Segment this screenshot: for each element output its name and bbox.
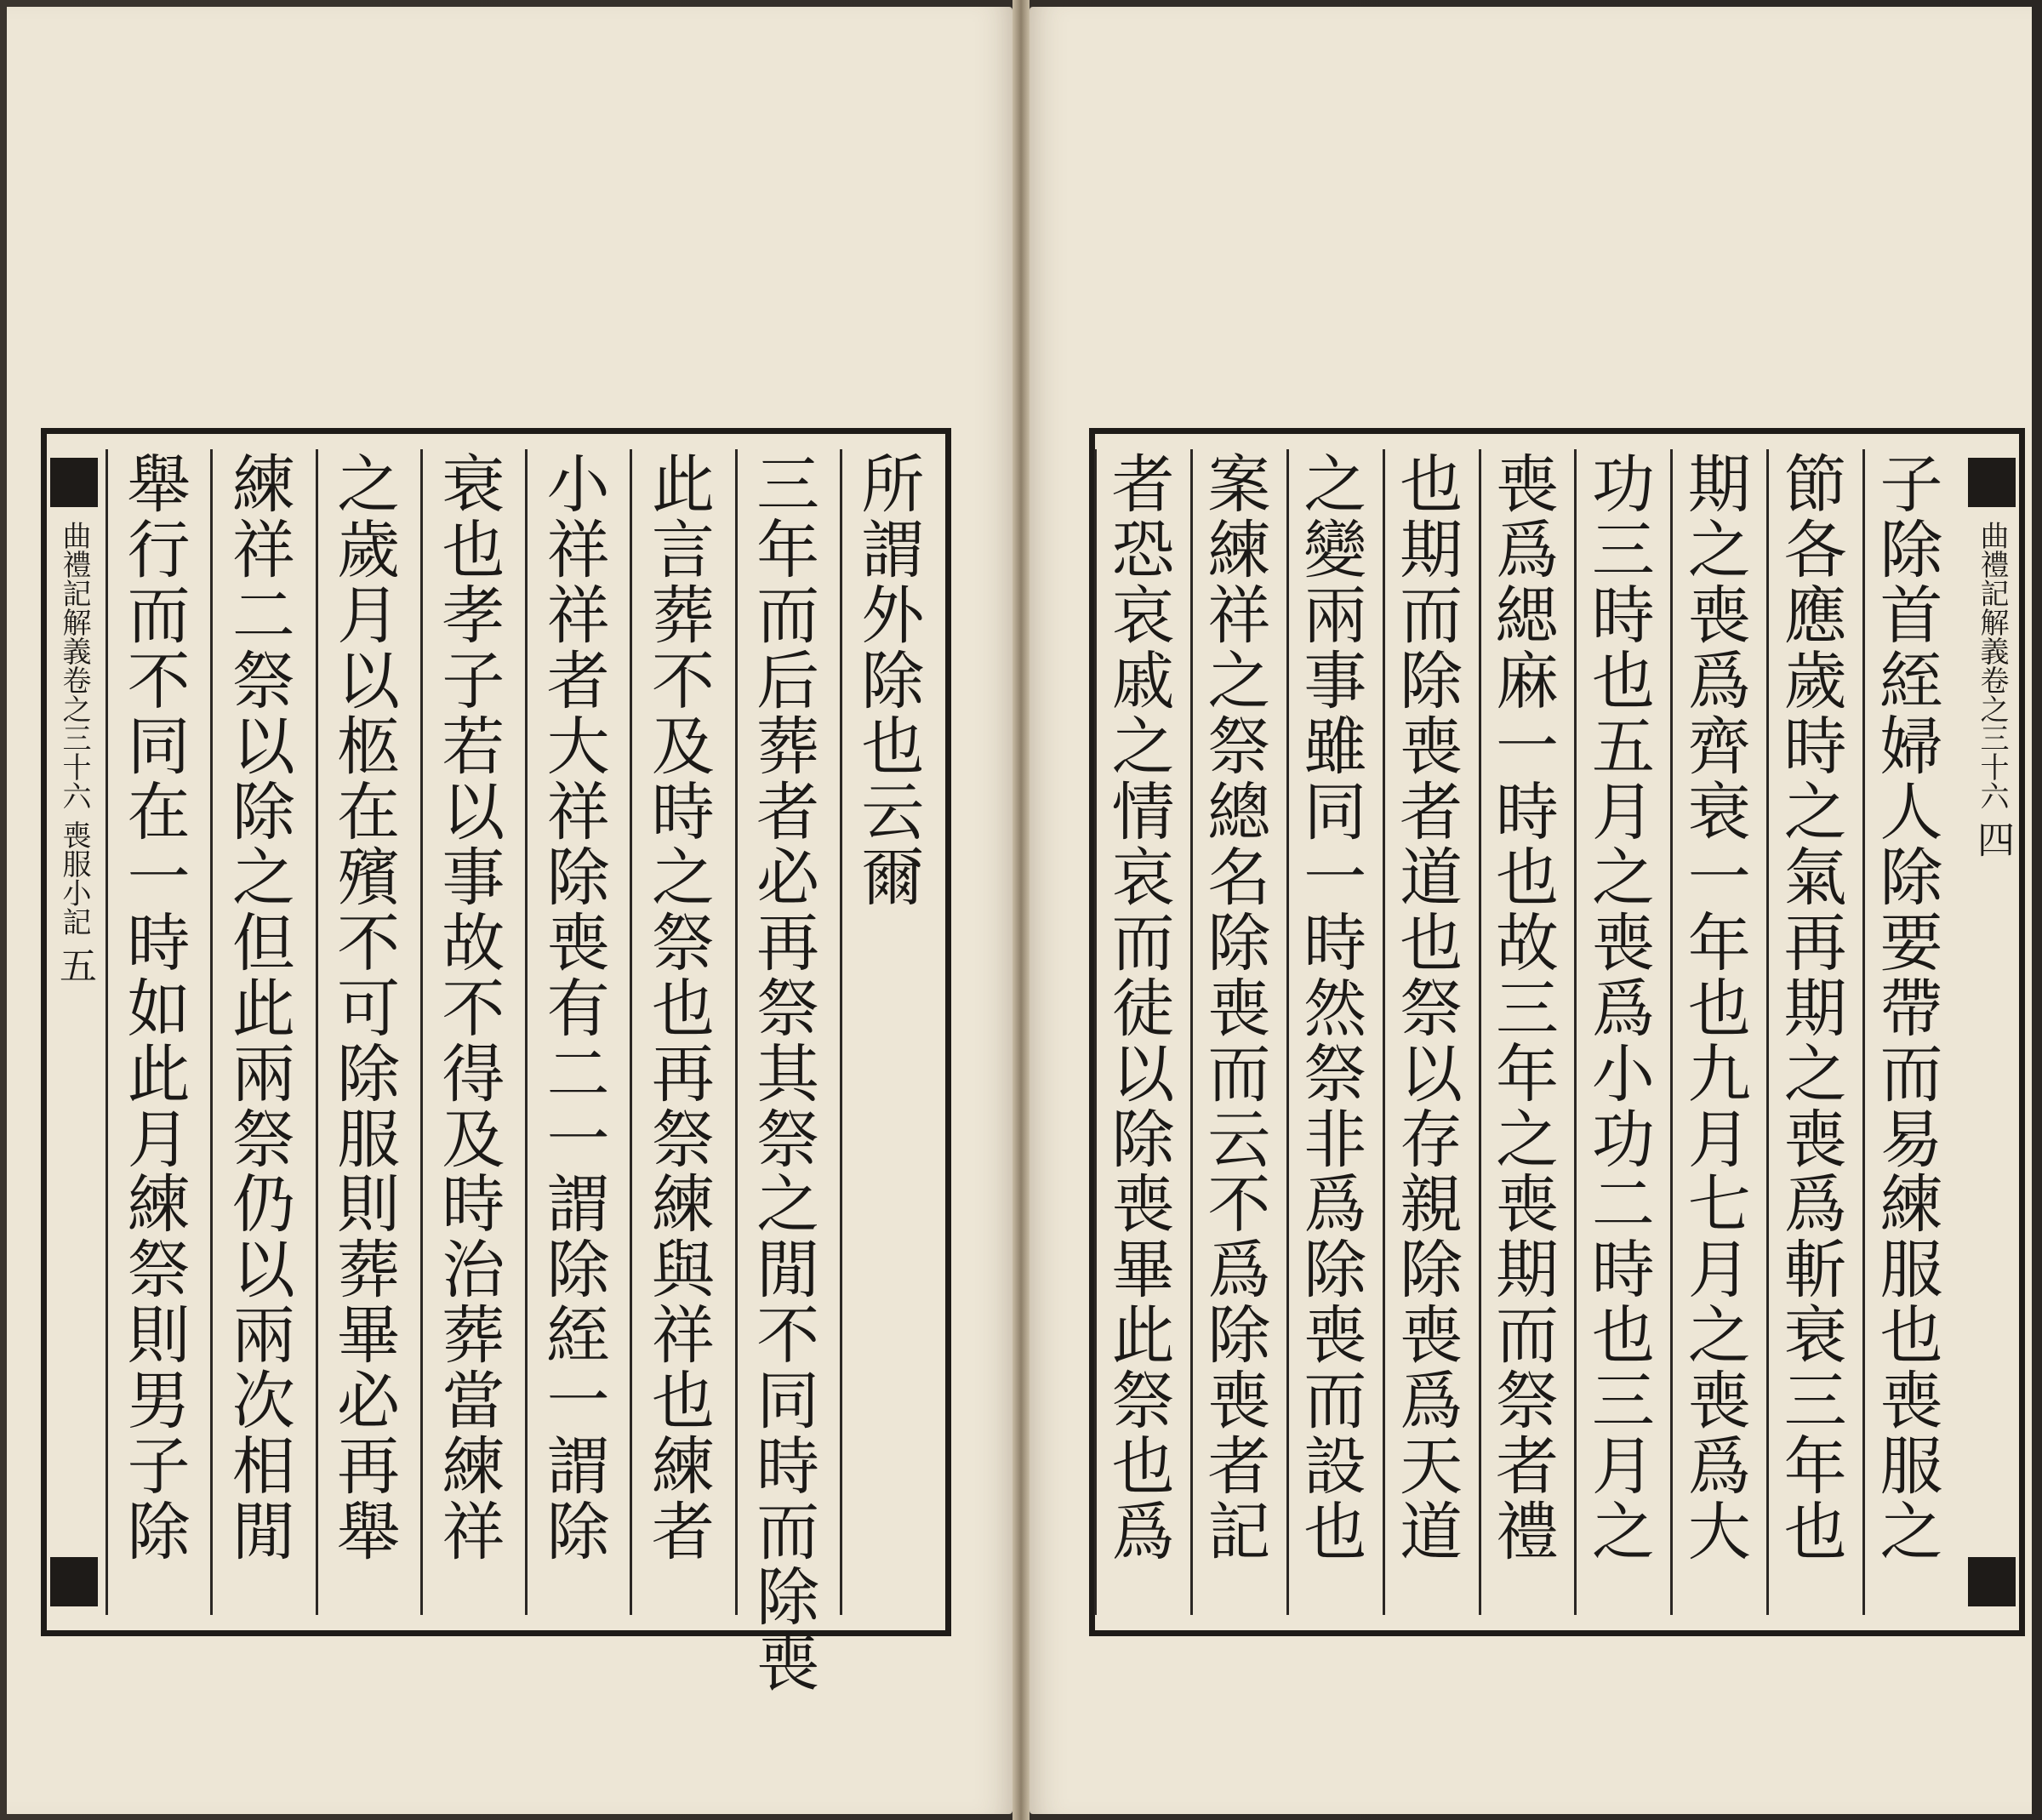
text-column: 案 練 祥 之 祭 總 名 除 喪 而 云 不 爲 除 喪 者 記 (1207, 448, 1271, 1570)
text-column: 子 除 首 絰 婦 人 除 要 帶 而 易 練 服 也 喪 服 之 (1879, 448, 1943, 1570)
left-chapter-title: 喪服小記 (57, 820, 91, 936)
column-rule (106, 449, 108, 1615)
text-column: 所 謂 外 除 也 云 爾 (861, 448, 925, 915)
fish-tail-mark-top (50, 458, 98, 507)
right-book-title: 曲禮記解義卷之三十六 (1975, 521, 2009, 810)
book-gutter (1012, 0, 1030, 1820)
text-column: 衰 也 孝 子 若 以 事 故 不 得 及 時 治 葬 當 練 祥 (442, 448, 505, 1570)
text-column: 之 歲 月 以 柩 在 殯 不 可 除 服 則 葬 畢 必 再 舉 (337, 448, 401, 1570)
left-page (7, 7, 1012, 1814)
fish-tail-mark-top (1968, 458, 2016, 507)
text-column: 節 各 應 歲 時 之 氣 再 期 之 喪 爲 斬 衰 三 年 也 (1783, 448, 1847, 1570)
left-leaf-number: 五 (53, 946, 96, 984)
text-column: 功 三 時 也 五 月 之 喪 爲 小 功 二 時 也 三 月 之 (1591, 448, 1655, 1570)
column-rule (1094, 449, 1097, 1615)
text-column: 之 變 兩 事 雖 同 一 時 然 祭 非 爲 除 喪 而 設 也 (1303, 448, 1367, 1570)
fish-tail-mark-bottom (1968, 1557, 2016, 1606)
right-margin-strip (1966, 449, 2017, 1615)
left-text-frame (41, 428, 951, 1701)
text-column: 也 期 而 除 喪 者 道 也 祭 以 存 親 除 喪 爲 天 道 (1400, 448, 1463, 1570)
text-column: 三 年 而 后 葬 者 必 再 祭 其 祭 之 閒 不 同 時 而 除 喪 (756, 448, 820, 1701)
text-column: 喪 爲 緦 麻 一 時 也 故 三 年 之 喪 期 而 祭 者 禮 (1495, 448, 1559, 1570)
right-leaf-number: 四 (1971, 820, 2014, 858)
fish-tail-mark-bottom (50, 1557, 98, 1606)
right-text-frame (1089, 428, 2025, 1636)
text-column: 期 之 喪 爲 齊 衰 一 年 也 九 月 七 月 之 喪 爲 大 (1687, 448, 1751, 1570)
right-page (1030, 7, 2032, 1814)
left-margin-strip (48, 449, 100, 1615)
text-column: 小 祥 祥 者 大 祥 除 喪 有 二 一 謂 除 絰 一 謂 除 (546, 448, 610, 1570)
text-column: 者 恐 哀 戚 之 情 哀 而 徒 以 除 喪 畢 此 祭 也 爲 (1111, 448, 1175, 1570)
text-column: 練 祥 二 祭 以 除 之 但 此 兩 祭 仍 以 兩 次 相 閒 (231, 448, 295, 1570)
left-book-title: 曲禮記解義卷之三十六 (57, 521, 91, 810)
text-column: 舉 行 而 不 同 在 一 時 如 此 月 練 祭 則 男 子 除 (127, 448, 191, 1570)
text-column: 此 言 葬 不 及 時 之 祭 也 再 祭 練 與 祥 也 練 者 (651, 448, 715, 1570)
